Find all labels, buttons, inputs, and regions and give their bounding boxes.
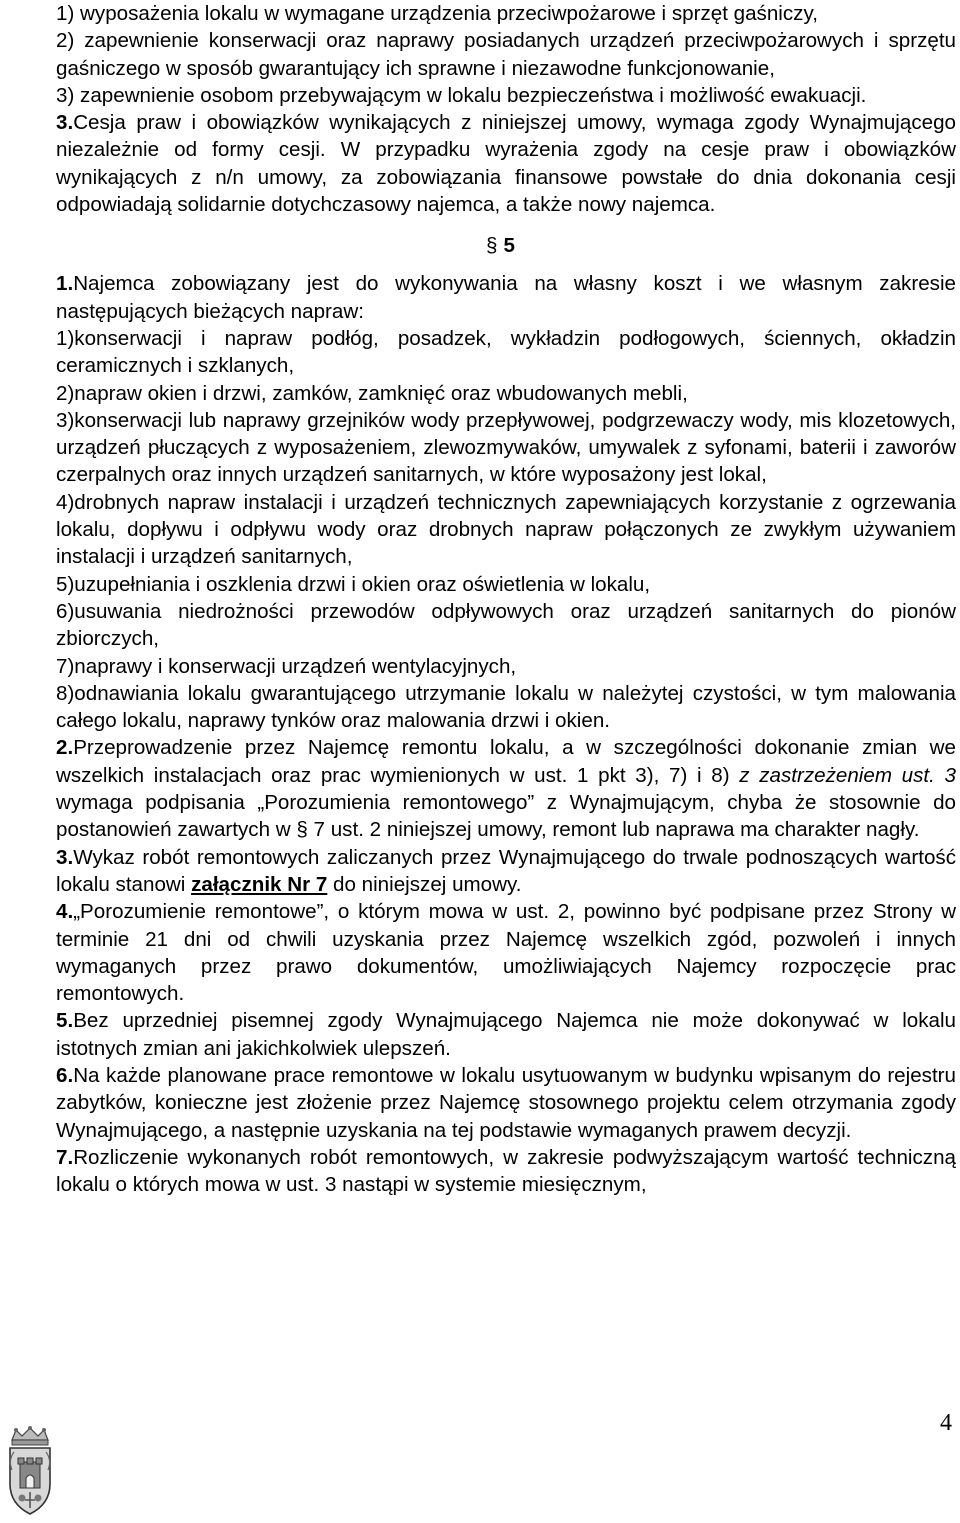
section5-paragraph-1 (56, 270, 956, 325)
paragraph-text: do niniejszej umowy. (327, 872, 522, 896)
document-page (56, 0, 956, 1198)
paragraph-number: 5. (56, 1009, 74, 1033)
page-number: 4 (940, 1410, 952, 1436)
paragraph-text: „Porozumienie remontowe”, o którym mowa w ust. 2, powinno być podpisane przez Strony w terminie 21 dni od chwili uzyskania przez Najemcę wszelkich zgód, pozwoleń i innych wymaganych przez prawo dokumentów, umożliwiających Najemcy rozpoczęcie prac remontowych. (56, 900, 956, 1006)
list-item: 6)usuwania niedrożności przewodów odpływowych oraz urządzeń sanitarnych do pionów zbiorczych, (56, 599, 956, 651)
section5-paragraph-7 (56, 1144, 956, 1199)
list-item: 1) wyposażenia lokalu w wymagane urządzenia przeciwpożarowe i sprzęt gaśniczy, (56, 2, 818, 25)
section-number: 5 (503, 234, 515, 258)
paragraph-text: wymaga podpisania „Porozumienia remontowego” z Wynajmującym, chyba że stosownie do postanowień zawartych w § 7 ust. 2 niniejszej umowy, remont lub naprawa ma charakter nagły. (56, 791, 956, 842)
list-item: 3) zapewnienie osobom przebywającym w lokalu bezpieczeństwa i możliwość ewakuacji. (56, 83, 867, 107)
paragraph-text: Wykaz robót remontowych zaliczanych przez Wynajmującego do trwale podnoszących wartość lokalu stanowi (56, 845, 956, 896)
paragraph-number: 1. (56, 272, 74, 296)
section5-paragraph-5 (56, 1007, 956, 1062)
section5-paragraph-3 (56, 844, 956, 899)
paragraph-text: Przeprowadzenie przez Najemcę remontu lokalu, a w szczególności dokonanie zmian we wszelkich instalacjach oraz prac wymienionych w ust. 1 pkt 3), 7) i 8) (56, 736, 956, 787)
paragraph-text-italic: z zastrzeżeniem ust. 3 (739, 763, 956, 787)
paragraph-text: Na każde planowane prace remontowe w lokalu usytuowanym w budynku wpisanym do rejestru zabytków, konieczne jest złożenie przez Najemcę stosownego projektu celem otrzymania zgody Wynajmującego, a następnie uzyskania na tej podstawie wymaganych prawem decyzji. (56, 1063, 956, 1142)
list-item: 7)naprawy i konserwacji urządzeń wentylacyjnych, (56, 654, 517, 678)
paragraph-text: Najemca zobowiązany jest do wykonywania na własny koszt i we własnym zakresie następujących bieżących napraw: (56, 272, 956, 323)
paragraph-number: 4. (56, 900, 74, 924)
paragraph-number: 3. (56, 111, 74, 135)
paragraph-number: 3. (56, 845, 74, 869)
section5-paragraph-2 (56, 734, 956, 843)
list-item: 8)odnawiania lokalu gwarantującego utrzymanie lokalu w należytej czystości, w tym malowania całego lokalu, naprawy tynków oraz malowania drzwi i okien. (56, 681, 956, 733)
list-item: 3)konserwacji lub naprawy grzejników wody przepływowej, podgrzewaczy wody, mis klozetowych, urządzeń płuczących z wyposażeniem, zlewozmywaków, umywalek z syfonami, baterii i zaworów czerpalnych oraz innych urządzeń sanitarnych, w które wyposażony jest lokal, (56, 408, 956, 487)
paragraph-3 (56, 109, 956, 218)
attachment-reference: załącznik Nr 7 (191, 872, 328, 896)
list-item: 4)drobnych napraw instalacji i urządzeń technicznych zapewniających korzystanie z ogrzewania lokalu, dopływu i odpływu wody oraz drobnych napraw połączonych ze zwykłym używaniem instalacji i urządzeń sanitarnych, (56, 490, 956, 569)
paragraph-text: Rozliczenie wykonanych robót remontowych, w zakresie podwyższającym wartość techniczną lokalu o których mowa w ust. 3 nastąpi w systemie miesięcznym, (56, 1145, 956, 1197)
section5-paragraph-4 (56, 898, 956, 1007)
section5-paragraph-6 (56, 1062, 956, 1144)
section-heading (56, 220, 956, 272)
city-coat-of-arms-icon (4, 1426, 56, 1518)
list-item: 2) zapewnienie konserwacji oraz naprawy posiadanych urządzeń przeciwpożarowych i sprzętu gaśniczego w sposób gwarantujący ich sprawne i niezawodne funkcjonowanie, (56, 29, 956, 80)
paragraph-number: 6. (56, 1063, 74, 1087)
list-item: 2)napraw okien i drzwi, zamków, zamknięć oraz wbudowanych mebli, (56, 381, 688, 405)
paragraph-text: Bez uprzedniej pisemnej zgody Wynajmującego Najemca nie może dokonywać w lokalu istotnych zmian ani jakichkolwiek ulepszeń. (56, 1009, 956, 1060)
paragraph-number: 2. (56, 736, 74, 760)
list-item: 1)konserwacji i napraw podłóg, posadzek, wykładzin podłogowych, ściennych, okładzin ceramicznych i szklanych, (56, 326, 956, 378)
paragraph-number: 7. (56, 1145, 74, 1169)
list-item: 5)uzupełniania i oszklenia drzwi i okien oraz oświetlenia w lokalu, (56, 572, 651, 596)
paragraph-text: Cesja praw i obowiązków wynikających z niniejszej umowy, wymaga zgody Wynajmującego niezależnie od formy cesji. W przypadku wyrażenia zgody na cesje praw i obowiązków wynikających z n/n umowy, za zobowiązania finansowe powstałe do dnia dokonania cesji odpowiadają solidarnie dotychczasowy najemca, a także nowy najemca. (56, 111, 956, 217)
section-symbol: § (486, 234, 498, 258)
